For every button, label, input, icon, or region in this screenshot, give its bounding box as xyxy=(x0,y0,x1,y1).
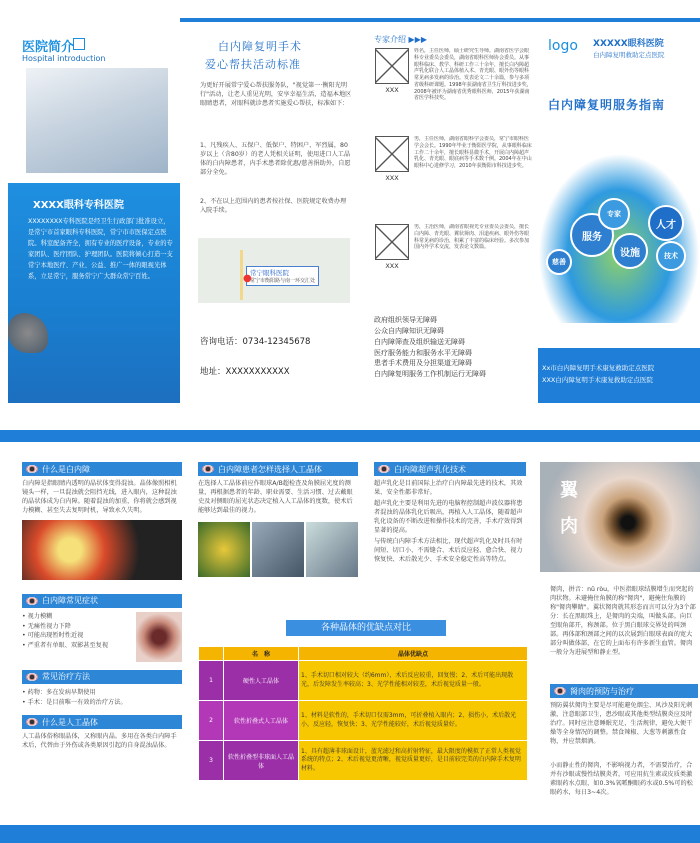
org-item: 白内障复明服务工作机制运行无障碍 xyxy=(374,370,486,379)
rule-2: 2、不在以上范围内的患者按社保、医院规定收费办理入院手续。 xyxy=(200,198,347,214)
treatment-text: 药物：多在发病早期使用 xyxy=(27,688,96,696)
phaco-text-1: 超声乳化是目前国际上治疗白内障最先进的技术，其效果、安全性都非常好。 xyxy=(374,480,523,496)
table-title-text: 各种晶体的优缺点对比 xyxy=(320,623,411,633)
intro-paragraph: 为更好开展常宁爱心帮扶服务队，"视觉第一·衡阳光明行"活动，让老人重见光明，安享幸福生活，造福本地区眼睛患者，对眼科就诊患者实施爱心帮扶，标准如下： xyxy=(200,82,352,107)
cover-subtitle: 白内障复明救助定点医院 xyxy=(593,51,665,59)
expert-card xyxy=(374,48,532,132)
cover-hospital-name: XXXXX眼科医院 xyxy=(593,39,664,49)
th-desc: 晶体优缺点 xyxy=(299,647,528,661)
expert-bio: 男，主治医师，湖南省眼视光专业委员会委员，擅长白内障、青光眼、翼状胬肉、泪道疾病、眼外伤等眼科常见病的诊治，积累了丰富的临床经验。多次参加国内外学术交流，发表论文数篇。 xyxy=(414,224,530,251)
expert-list xyxy=(374,48,532,312)
word-bubbles xyxy=(538,153,700,323)
bottom-top-bar xyxy=(0,430,700,442)
pterygium-char-2: 肉 xyxy=(560,516,578,537)
map-label-address: 常宁市衡阳路与南一环交汇处 xyxy=(250,278,316,284)
logo: logo xyxy=(548,38,578,54)
eye-icon xyxy=(554,687,566,695)
word-bubble: 专家 xyxy=(598,198,630,230)
phaco-text-2: 超声乳化主要是利用先进的电脑程控制超声波仪器将患者混浊的晶体乳化后吸出，再植入人工晶体，随着超声乳化设备的不断改进和操作技术的完善，手术疗效得到显著的提高。 xyxy=(374,499,523,534)
expert-name: XXX xyxy=(385,86,399,94)
eye-icon xyxy=(26,597,38,605)
footer-line2: XXX白内障复明手术康复救助定点医院 xyxy=(542,376,653,384)
surgery-photo-3 xyxy=(306,522,358,577)
word-bubble: 慈善 xyxy=(546,249,572,275)
comparison-table xyxy=(198,646,528,781)
section-symptoms xyxy=(22,594,182,608)
panel-cover xyxy=(538,18,700,403)
symptom-text: 严重者有单眼、双影甚至复视 xyxy=(27,641,109,649)
section-phaco xyxy=(374,462,526,476)
word-bubble: 人才 xyxy=(648,205,684,241)
org-item: 白内障筛查及组织输送无障碍 xyxy=(374,337,465,346)
panel-experts xyxy=(360,18,538,403)
cover-footer xyxy=(538,348,700,403)
experts-title-text: 专家介绍 xyxy=(374,35,406,44)
phone: 咨询电话：0734-12345678 xyxy=(200,337,311,347)
th-index xyxy=(199,647,224,661)
rule-1: 1、凡残疾人、五保户、低保户、特困户、军烈属，80岁以上（含80岁）的老人凭相关证明，使用进口人工晶体的白内障患者，内手术患者除优惠/慈善捐助外，自愿部分全免。 xyxy=(200,142,351,176)
treatment-item xyxy=(22,688,182,698)
expert-name: XXX xyxy=(385,174,399,182)
bullet-icon: • xyxy=(22,698,28,706)
bullet-icon: • xyxy=(22,622,28,630)
eye-diagram xyxy=(22,520,182,580)
expert-name: XXX xyxy=(385,262,399,270)
treatment-item xyxy=(22,698,182,708)
photo-placeholder-icon xyxy=(375,48,409,84)
table-body xyxy=(199,661,528,781)
expert-photo xyxy=(374,48,410,132)
prevention-text: 预防翼状胬肉主要是尽可能避免烟尘、风沙及阳光刺激，注意眼部卫生，患沙眼或其他类型结膜炎应及时治疗。同时应注意睡眠充足，生活规律，避免大便干燥等全身情况的调整。禁食辣椒、大葱等刺激性食物，并应禁烟酒。 xyxy=(550,702,693,745)
panel-pterygium xyxy=(540,462,700,822)
photo-placeholder-icon xyxy=(375,224,409,260)
checkbox-icon xyxy=(73,38,85,50)
title-line2: 爱心帮扶活动标准 xyxy=(205,58,301,71)
row-name: 硬性人工晶体 xyxy=(224,661,299,701)
expert-photo xyxy=(374,224,410,308)
word-bubble: 技术 xyxy=(656,241,686,271)
word-bubble: 设施 xyxy=(612,233,648,269)
section-prevention xyxy=(550,684,698,698)
guide-title: 白内障复明服务指南 xyxy=(548,98,666,112)
table-row xyxy=(199,741,528,781)
map-pin-icon: ● xyxy=(243,273,252,284)
expert-bio: 姓名，主任医师，硕士研究生导师。湖南省医学会眼科专业委员会委员，湖南省眼科医师协会委员。从事眼科临床、教学、科研工作三十余年，擅长白内障超声乳化联合人工晶体植入术、青光眼、眼外伤等眼科常见病多发病的诊治。发表论文二十余篇，参与多项省级科研课题。1998年获湖南省卫生厅科技进步奖，2008年被评为湖南省优秀眼科医师，2015年获湖南省医学科技奖。 xyxy=(414,48,532,102)
eye-photo xyxy=(136,612,182,662)
org-item: 患者手术费用及分担渠道无障碍 xyxy=(374,359,472,368)
heading: 什么是白内障 xyxy=(42,464,90,474)
panel-hospital-intro xyxy=(8,18,180,403)
bullet-icon: • xyxy=(22,632,28,640)
photo-placeholder-icon xyxy=(375,136,409,172)
table-title xyxy=(286,620,446,636)
expert-card xyxy=(374,224,532,308)
row-desc: 1、具有超薄非球面设计，蓝光滤过和高折射特征，最大限度的模拟了正常人类视觉系统的特点；2、术后视觉更清晰，视觉质量更好，是目前较完美的白内障手术复明材料。 xyxy=(299,741,528,781)
symptom-item xyxy=(22,612,132,622)
row-name: 软性折叠型非球面人工晶体 xyxy=(224,741,299,781)
section-what-is-cataract xyxy=(22,462,182,476)
eye-icon xyxy=(26,465,38,473)
table-row xyxy=(199,661,528,701)
phaco-text-3: 与传统白内障手术方法相比，现代超声乳化及时具有时间短、切口小、不需缝合、术后反应轻、愈合快、视力恢复快、术后散光少、手术安全稳定性高等特点。 xyxy=(374,537,523,563)
symptom-text: 视力模糊 xyxy=(27,612,53,620)
row-index: 2 xyxy=(199,701,224,741)
pterygium-text: 胬肉，拼音：nǔ ròu，中医指眼球结膜增生而突起的肉状物。未避掩住角膜的称"胬肉"，避掩住角膜的称"胬肉攀睛"。翼状胬肉就其形态而言可以分为3个部分：长在黑眼珠上，是胬肉的尖端，叫做头部。向巨至眼角部开，称颈部。位于黑白眼球交界处的叫颈部。再体部和颈部之间的以次展到白眼球表面的宽大部分叫做体部，在它的上面布有许多新生血管。胬肉一般分为进展型和静止型。 xyxy=(550,586,696,656)
row-desc: 1、手术切口相对较大（约6mm），术后反应较重，回复慢；2、术后可能出现散光，后发障发生率较高；3、光学性能相对较差，术后视觉质量一般。 xyxy=(299,661,528,701)
heading: 胬肉的预防与治疗 xyxy=(570,686,634,696)
eye-icon xyxy=(202,465,214,473)
surgery-photo-2 xyxy=(252,522,304,577)
eye-icon xyxy=(378,465,390,473)
experts-title: 专家介绍 ▶▶▶ xyxy=(374,35,428,44)
org-item: 政府组织领导无障碍 xyxy=(374,316,437,324)
row-desc: 1、材料是软性的，手术切口仅需3mm，可折叠植入眼内；2、损伤小，术后散光小，反应轻，恢复快；3、光学性能较好，术后视觉质量好。 xyxy=(299,701,528,741)
title-line1: 白内障复明手术 xyxy=(218,40,302,53)
expert-bio: 男，主任医师，湖南省眼科学会委员，常宁市眼科医学会会长。1990年毕业于衡阳医学院，从事眼科临床工作二十余年，擅长眼科显微手术，开展白内障超声乳化、青光眼、眼底病等手术数千例。2004年在中山眼科中心进修学习，2010年获衡阳市科技进步奖。 xyxy=(414,136,532,169)
symptom-text: 无痛性视力下降 xyxy=(27,622,71,630)
heading: 白内障患者怎样选择人工晶体 xyxy=(218,464,322,474)
table-row xyxy=(199,701,528,741)
th-name: 名 称 xyxy=(224,647,299,661)
symptom-list xyxy=(22,612,132,662)
section-title: 医院简介 xyxy=(22,40,75,55)
org-list xyxy=(374,315,532,380)
symptom-item xyxy=(22,641,132,651)
bottom-bottom-bar xyxy=(0,825,700,843)
intro-text: XXXXXXXX专科医院是经卫生行政部门批准设立，是常宁市首家眼科专科医院，常宁市市医保定点医院。科室配备齐全，拥有专业的医疗设备，专业的专家团队、医疗团队、护理团队。医院将倾心打造一支常宁本地医疗、产业、公益、推广一体的眼视光体系，立足常宁，服务常宁广大群众常宁百姓。 xyxy=(28,218,173,281)
section-subtitle: Hospital introduction xyxy=(22,54,106,63)
choose-iol-text: 在选择人工晶体前应作眼球A/B超检查及角膜屈光度的测量，再根据患者的年龄、职业需要、生活习惯、过去戴眼史及对侧眼的屈光状态决定植入人工晶体的度数，使术后能够达到最佳的视力。 xyxy=(198,480,353,514)
heading: 什么是人工晶体 xyxy=(42,717,98,727)
org-item: 医疗服务能力和服务水平无障碍 xyxy=(374,348,472,357)
panel-cataract-info xyxy=(22,462,182,822)
heading: 白内障常见症状 xyxy=(42,596,98,606)
row-name: 软性折叠式人工晶体 xyxy=(224,701,299,741)
section-iol xyxy=(22,715,182,729)
eye-icon xyxy=(26,673,38,681)
symptom-text: 可能出现暂时性近视 xyxy=(27,632,84,640)
hospital-name: XXXX眼科专科医院 xyxy=(33,200,124,211)
treatment-text: 手术：是目前唯一有效的治疗方法。 xyxy=(27,698,127,706)
bullet-icon: • xyxy=(22,612,28,620)
section-treatment xyxy=(22,670,182,684)
map xyxy=(198,238,350,303)
row-index: 1 xyxy=(199,661,224,701)
symptom-item xyxy=(22,622,132,632)
iol-text: 人工晶体俗称眼晶体，又称眼内晶。多用在各类白内障手术后，代替由于外伤或各类原因引起的自身混浊晶体。 xyxy=(22,733,177,750)
org-item: 公众自内障知识无障碍 xyxy=(374,326,444,335)
treatment-text: 小而静止性的胬肉，不影响视力者，不需要治疗，合并有沙眼或慢性结膜炎者，可应用抗生素或皮质类激素眼药水点眼，如0.3%氧哌酮眼药水或0.5%可的松眼药水，每日3~4次。 xyxy=(550,762,693,796)
surgery-photo-1 xyxy=(198,522,250,577)
expert-card xyxy=(374,136,532,220)
map-label-title: 常宁眼科医院 xyxy=(250,269,289,277)
heading: 白内障超声乳化技术 xyxy=(394,464,466,474)
bullet-icon: • xyxy=(22,641,28,649)
pterygium-char-1: 翼 xyxy=(560,480,578,501)
row-index: 3 xyxy=(199,741,224,781)
expert-photo xyxy=(374,136,410,220)
panel-surgery-info xyxy=(198,462,528,822)
section-choose-iol xyxy=(198,462,358,476)
heading: 常见治疗方法 xyxy=(42,672,90,682)
eye-icon xyxy=(26,718,38,726)
bullet-icon: • xyxy=(22,688,28,696)
map-label xyxy=(246,266,319,286)
symptom-item xyxy=(22,631,132,641)
footer-line1: Xx市白内障复明手术康复救助定点医院 xyxy=(542,364,655,372)
word-bubble: 服务 xyxy=(570,213,614,257)
address: 地址：XXXXXXXXXXX xyxy=(200,367,290,377)
hospital-photo xyxy=(26,68,168,173)
what-is-text: 白内障是指眼睛内透明的晶状体变得混浊。晶体像照相机镜头一样，一旦混浊就会阻挡光线，进入眼内，这种混浊的晶状体成为白内障。随着混浊的加重，你将就会感到视力模糊、甚至失去复明时机，导致永久失明。 xyxy=(22,480,177,514)
treatment-list xyxy=(22,688,182,707)
panel-surgery-standard xyxy=(180,18,360,403)
